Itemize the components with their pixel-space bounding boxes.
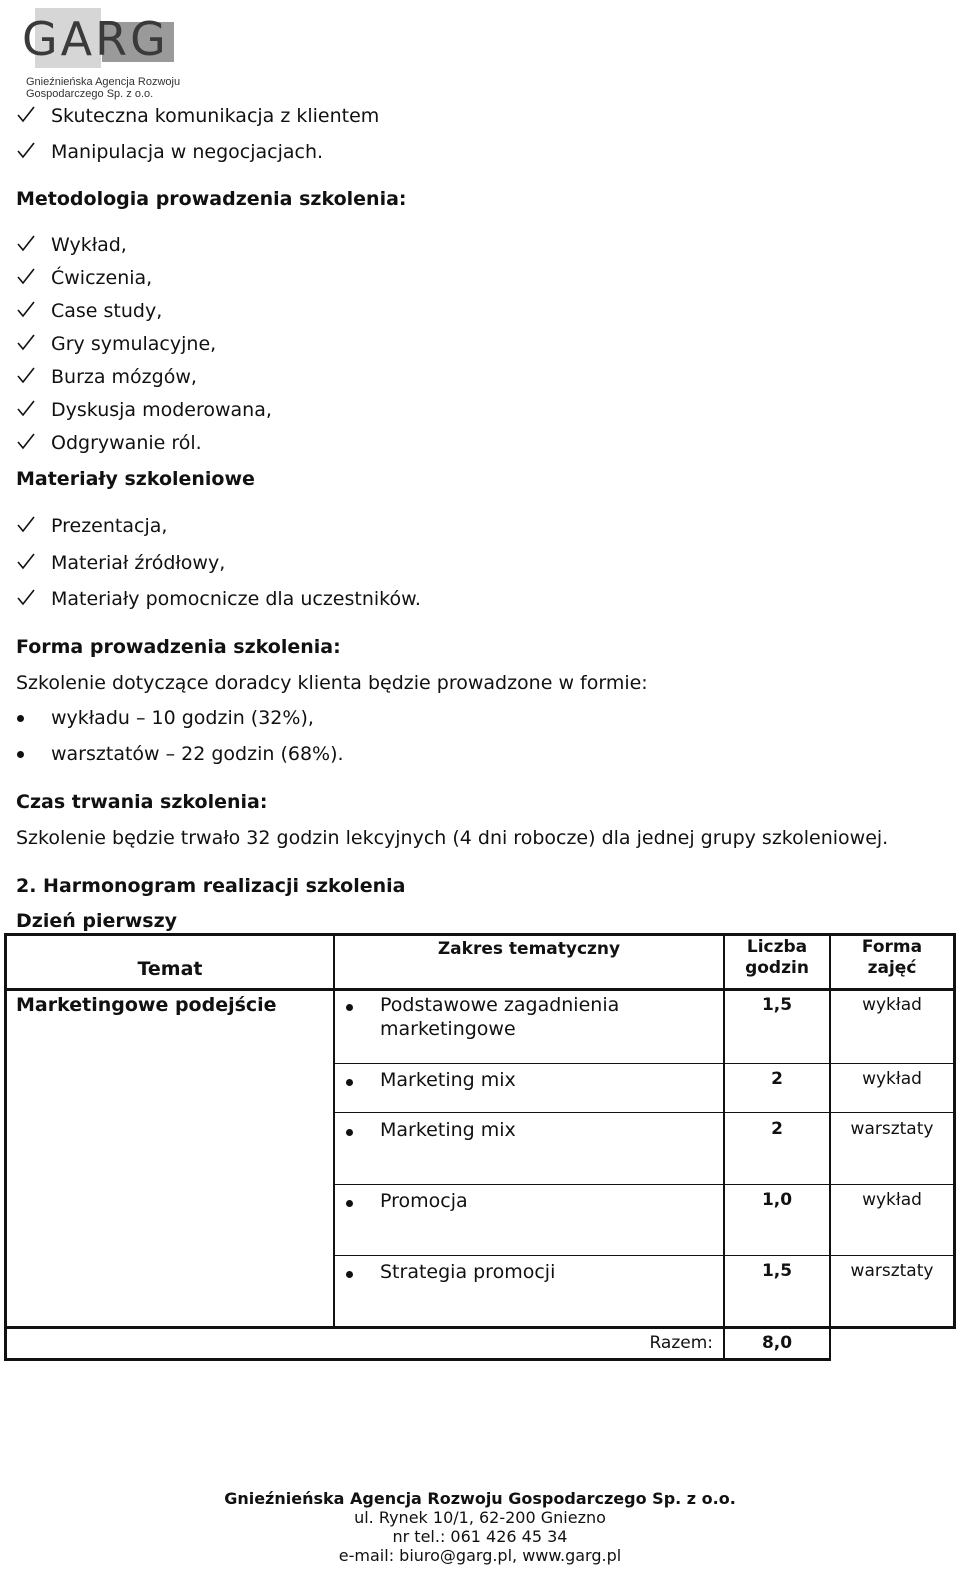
forma-cell: warsztaty — [850, 1261, 934, 1281]
checkmark-icon — [16, 432, 38, 450]
godzin-cell: 1,5 — [761, 1261, 793, 1281]
table-row-line — [333, 1112, 955, 1113]
header-liczba: Liczba godzin — [745, 937, 809, 978]
bullet-icon — [346, 1200, 353, 1207]
checkmark-icon — [16, 105, 38, 123]
table-row-line — [333, 1063, 955, 1064]
forma-cell: wykład — [862, 1069, 922, 1089]
footer-contact: e-mail: biuro@garg.pl, www.garg.pl — [338, 1546, 622, 1565]
table-border-left — [4, 933, 7, 1361]
checkmark-icon — [16, 399, 38, 417]
forma-intro: Szkolenie dotyczące doradcy klienta będzie prowadzone w formie: — [16, 672, 648, 694]
section-heading-forma: Forma prowadzenia szkolenia: — [16, 636, 341, 658]
forma-cell: wykład — [862, 1190, 922, 1210]
table-row: Promocja — [345, 1189, 468, 1213]
checkmark-icon — [16, 515, 38, 533]
checkmark-icon — [16, 234, 38, 252]
footer-phone: nr tel.: 061 426 45 34 — [392, 1527, 568, 1546]
section-heading-metodologia: Metodologia prowadzenia szkolenia: — [16, 188, 407, 210]
bullet-icon — [346, 1004, 353, 1011]
table-row-line — [333, 1184, 955, 1185]
table-row: Strategia promocji — [345, 1260, 555, 1284]
header-zakres: Zakres tematyczny — [437, 939, 621, 959]
checkmark-icon — [16, 588, 38, 606]
forma-cell: warsztaty — [850, 1119, 934, 1139]
table-row-line — [333, 1255, 955, 1256]
company-logo — [22, 8, 192, 100]
godzin-cell: 2 — [771, 1119, 783, 1139]
table-row: Marketing mix — [345, 1118, 516, 1142]
table-row: Marketing mix — [345, 1068, 516, 1092]
logo-word: GARG — [22, 12, 169, 66]
godzin-cell: 2 — [771, 1069, 783, 1089]
table-border-right — [953, 933, 956, 1329]
table-border-top — [4, 933, 956, 936]
checkmark-icon — [16, 141, 38, 159]
godzin-cell: 1,0 — [761, 1190, 793, 1210]
logo-subtitle-2: Gospodarczego Sp. z o.o. — [26, 88, 154, 100]
section-heading-czas: Czas trwania szkolenia: — [16, 791, 268, 813]
checkmark-icon — [16, 300, 38, 318]
day-heading: Dzień pierwszy — [16, 910, 178, 932]
temat-cell: Marketingowe podejście — [16, 994, 277, 1016]
checkmark-icon — [16, 552, 38, 570]
bullet-icon — [346, 1129, 353, 1136]
header-temat: Temat — [137, 958, 203, 980]
section-heading-harmonogram: 2. Harmonogram realizacji szkolenia — [16, 875, 406, 897]
table-border-header — [4, 988, 956, 991]
logo-subtitle-1: Gnieźnieńska Agencja Rozwoju — [26, 76, 181, 88]
header-forma: Forma zajęć — [861, 937, 923, 978]
table-row: Podstawowe zagadnienia marketingowe — [345, 993, 619, 1041]
godzin-cell: 1,5 — [761, 995, 793, 1015]
checkmark-icon — [16, 267, 38, 285]
table-border-bottom — [4, 1358, 831, 1361]
total-value: 8,0 — [761, 1333, 793, 1353]
bullet-icon — [16, 707, 38, 722]
checkmark-icon — [16, 333, 38, 351]
footer-address: ul. Rynek 10/1, 62-200 Gniezno — [354, 1508, 606, 1527]
bullet-icon — [346, 1271, 353, 1278]
table-col-line — [333, 933, 335, 1329]
total-label: Razem: — [649, 1333, 713, 1353]
footer-company: Gnieźnieńska Agencja Rozwoju Gospodarczego Sp. z o.o. — [224, 1489, 736, 1508]
bullet-icon — [16, 743, 38, 758]
bullet-icon — [346, 1079, 353, 1086]
section-heading-materialy: Materiały szkoleniowe — [16, 468, 255, 490]
forma-cell: wykład — [862, 995, 922, 1015]
checkmark-icon — [16, 366, 38, 384]
table-border-rows-bottom — [4, 1326, 956, 1329]
czas-text: Szkolenie będzie trwało 32 godzin lekcyjnych (4 dni robocze) dla jednej grupy szkoleniowej. — [16, 827, 889, 849]
